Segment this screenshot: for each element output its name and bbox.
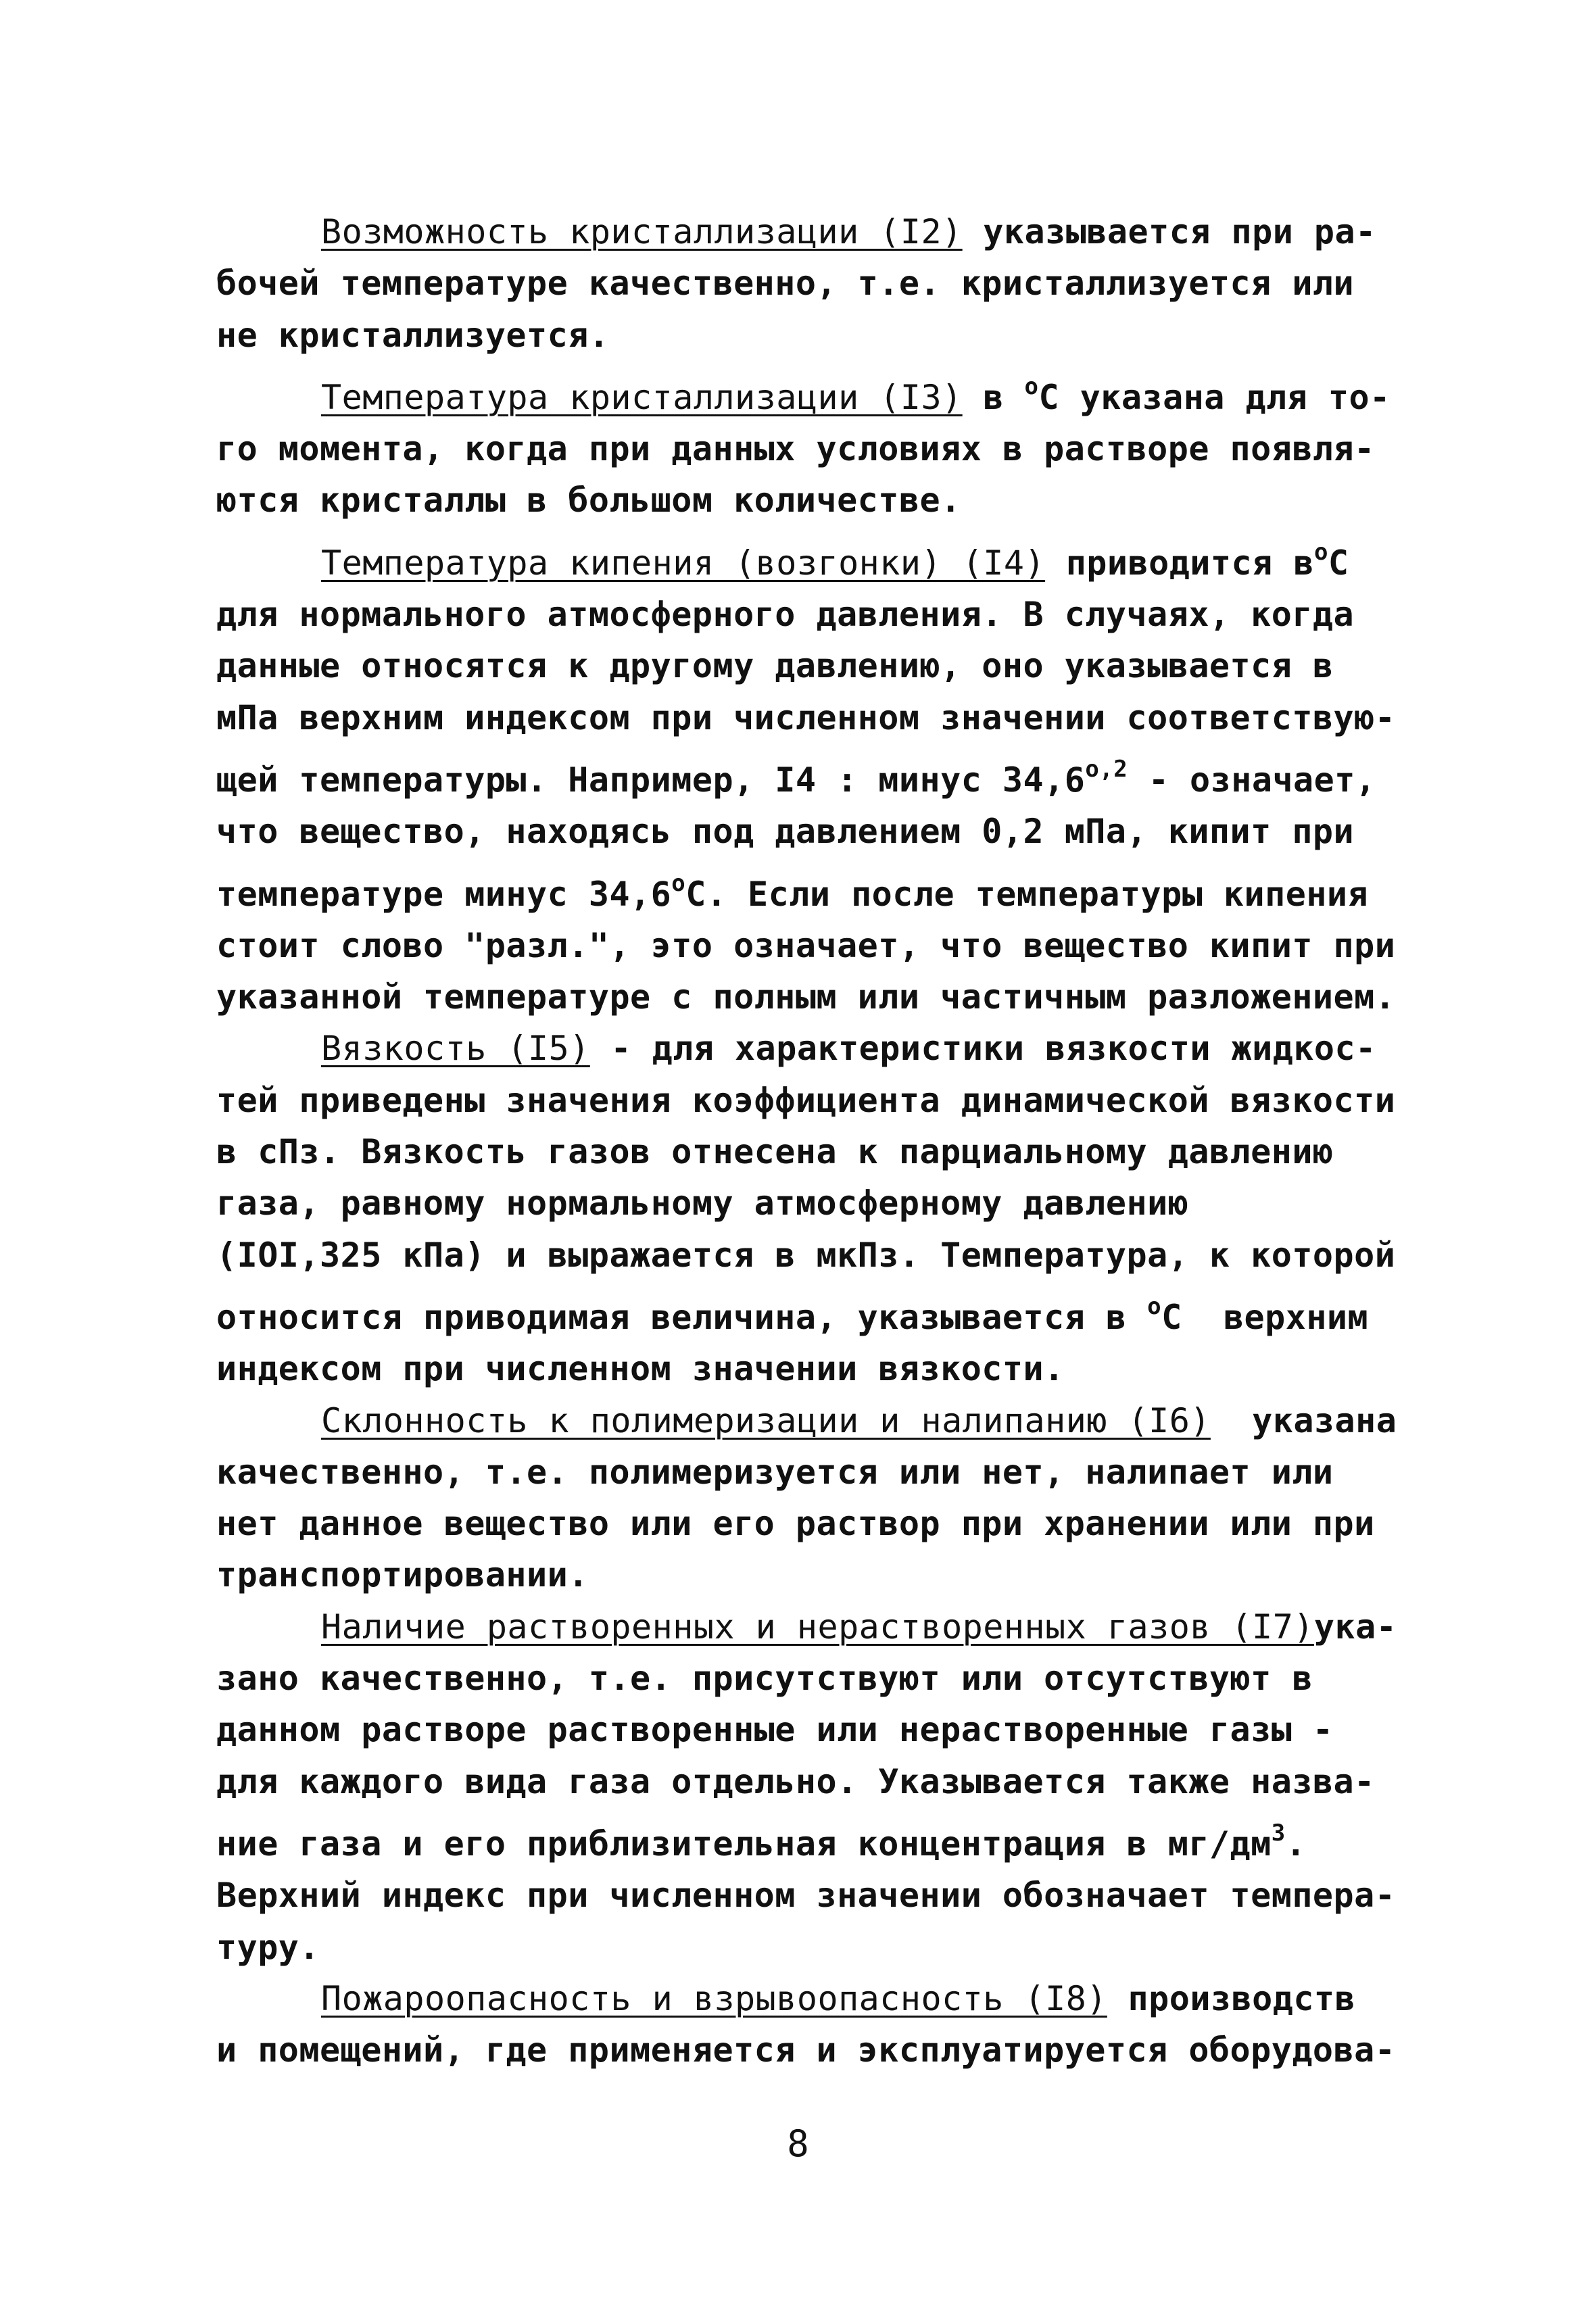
paragraph-line: зано качественно, т.е. присутствуют или отсутствуют в [216,1659,1313,1699]
superscript: о,2 [1085,755,1128,783]
superscript: о [1147,1292,1162,1320]
section-heading: Пожароопасность и взрывоопасность (I8) [321,1978,1107,2018]
paragraph-line: для каждого вида газа отдельно. Указывается также назва- [216,1761,1375,1801]
paragraph-line: мПа верхним индексом при численном значении соответствую- [216,698,1396,737]
page-number: 8 [787,2122,809,2165]
paragraph-line: го момента, когда при данных условиях в растворе появля- [216,429,1375,469]
paragraph-line: нет данное вещество или его раствор при хранении или при [216,1504,1375,1544]
paragraph-line: Возможность кристаллизации (I2) указывается при ра- [321,212,1376,251]
paragraph-line: что вещество, находясь под давлением 0,2 мПа, кипит при [216,812,1355,852]
paragraph-line: данном растворе растворенные или нерастворенные газы - [216,1710,1334,1750]
paragraph-line: температуре минус $34,6^оС$. Если после температуры кипения [216,869,1369,914]
paragraph-line: в сПз. Вязкость газов отнесена к парциальному давлению [216,1132,1334,1172]
paragraph-line: и помещений, где применяется и эксплуатируется оборудова- [216,2030,1396,2070]
paragraph-line: Температура кипения (возгонки) (I4) приводится $в^оС$ [321,538,1349,583]
paragraph-line: тей приведены значения коэффициента динамической вязкости [216,1080,1396,1120]
section-heading: Склонность к полимеризации и налипанию (I6) [321,1400,1211,1440]
paragraph-line: ние газа и его приблизительная концентрация в $мг/дм^3$. [216,1819,1307,1863]
paragraph-line: Пожароопасность и взрывоопасность (I8) производств [321,1978,1356,2018]
section-heading: Температура кипения (возгонки) (I4) [321,543,1046,583]
paragraph-line: данные относятся к другому давлению, оно указывается в [216,646,1334,686]
paragraph-line: Вязкость (I5) - для характеристики вязкости жидкос- [321,1029,1376,1069]
paragraph-line: указанной температуре с полным или частичным разложением. [216,977,1396,1017]
superscript: о [671,869,686,897]
paragraph-line: Склонность к полимеризации и налипанию (I6) указана [321,1400,1397,1440]
superscript: о [1313,538,1328,566]
paragraph-line: качественно, т.е. полимеризуется или нет, налипает или [216,1452,1334,1492]
paragraph-line: ются кристаллы в большом количестве. [216,481,961,520]
paragraph-line: Наличие растворенных и нерастворенных газов (I7)ука- [321,1607,1397,1647]
paragraph-line: не кристаллизуется. [216,315,610,355]
paragraph-line: бочей температуре качественно, т.е. кристаллизуется или [216,264,1355,303]
paragraph-line: транспортировании. [216,1555,589,1595]
paragraph-line: стоит слово "разл.", это означает, что вещество кипит при [216,925,1396,965]
paragraph-line: (IOI,325 кПа) и выражается в мкПз. Температура, к которой [216,1235,1396,1275]
paragraph-line: газа, равному нормальному атмосферному давлению [216,1184,1189,1223]
paragraph-line: туру. [216,1927,320,1967]
paragraph-line: индексом при численном значении вязкости. [216,1349,1065,1389]
section-heading: Вязкость (I5) [321,1029,590,1069]
section-heading: Наличие растворенных и нерастворенных газов (I7) [321,1607,1314,1647]
section-heading: Возможность кристаллизации (I2) [321,212,963,251]
paragraph-line: щей температуры. Например, I4 : минус $34,6^{о,2}$ - означает, [216,755,1376,800]
paragraph-line: Верхний индекс при численном значении обозначает темпера- [216,1876,1396,1916]
superscript: 3 [1271,1819,1286,1847]
paragraph-line: относится приводимая величина, указывается в $^о$С верхним [216,1292,1369,1337]
section-heading: Температура кристаллизации (I3) [321,377,963,417]
document-page [216,206,1420,2076]
superscript: о [1024,372,1039,400]
paragraph-line: для нормального атмосферного давления. В случаях, когда [216,595,1355,635]
paragraph-line: Температура кристаллизации (I3) в $^о$С указана для то- [321,372,1391,417]
